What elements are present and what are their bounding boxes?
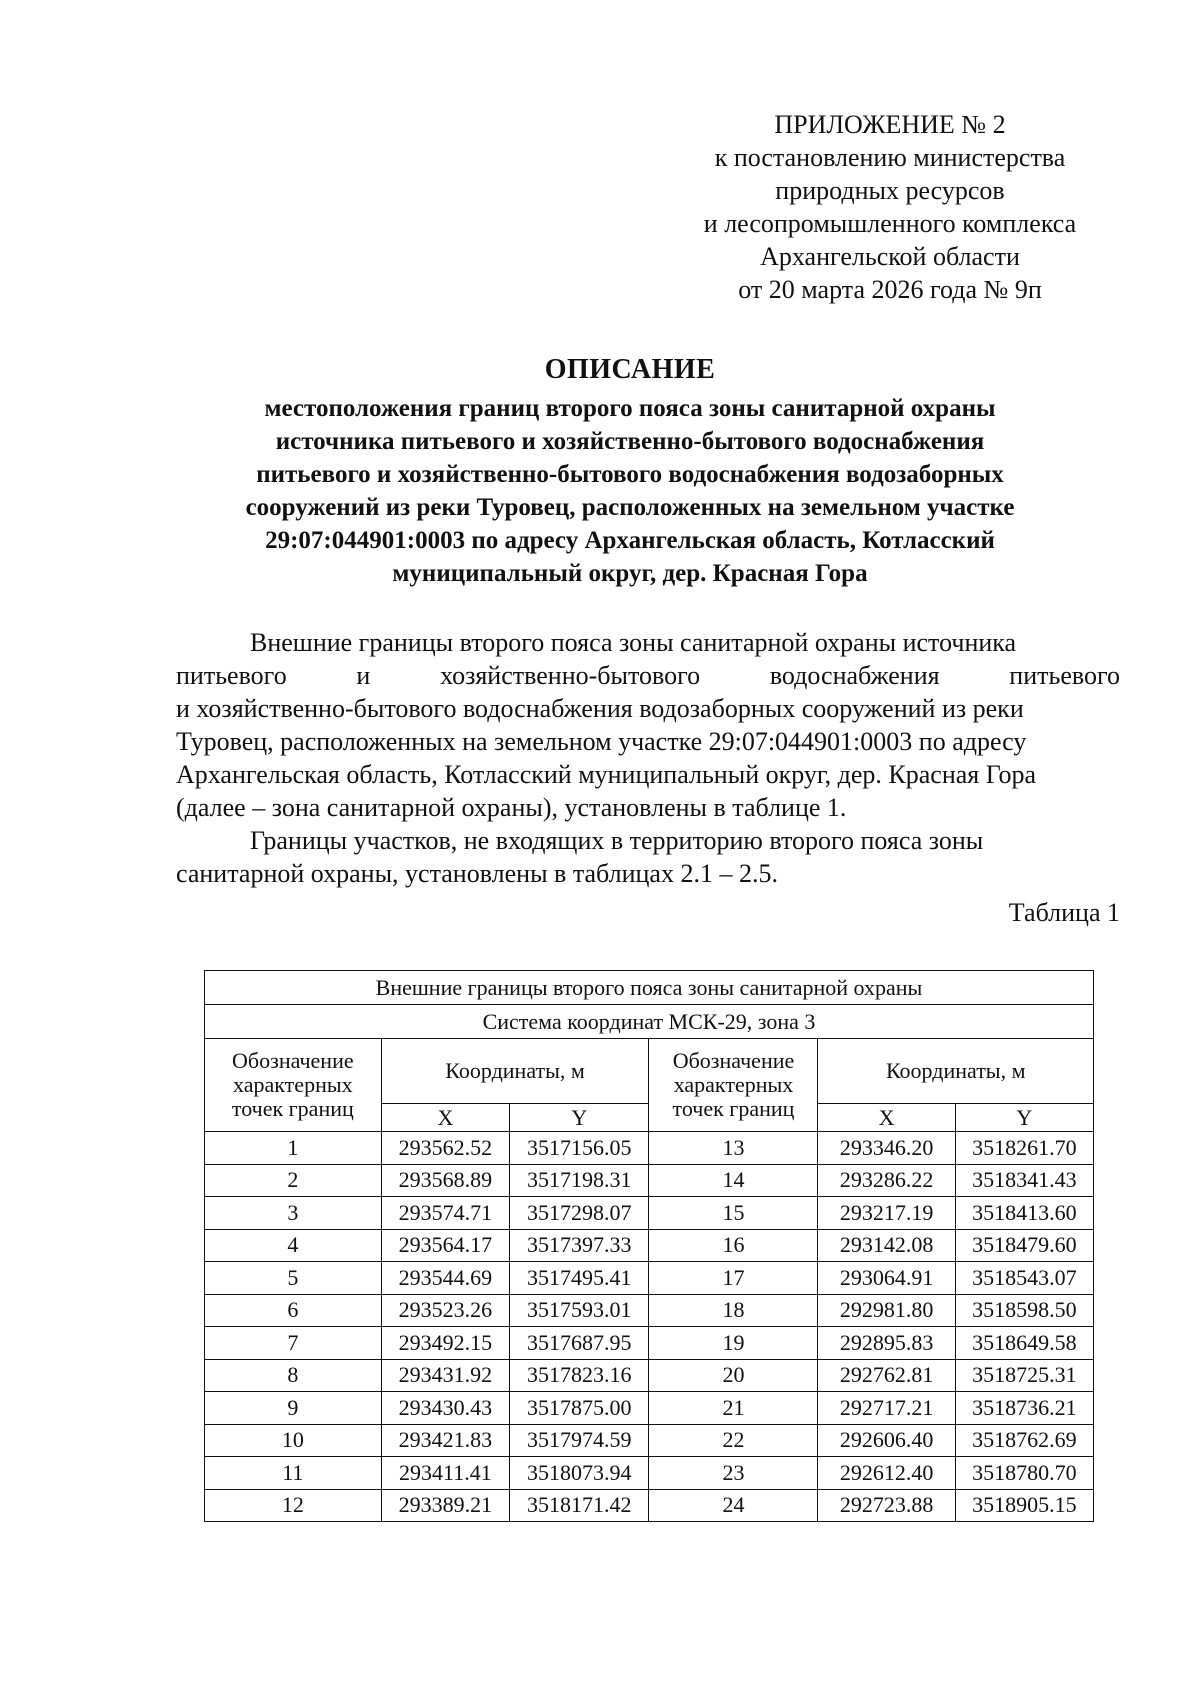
paragraph-line-justified <box>176 659 1120 692</box>
coordinate-y: 3517156.05 <box>510 1132 649 1165</box>
subtitle-line: сооружений из реки Туровец, расположенных на земельном участке <box>245 494 1015 521</box>
document-title <box>160 352 1100 590</box>
paragraph-word: хозяйственно-бытового <box>440 661 701 690</box>
coordinate-y: 3518649.58 <box>955 1327 1093 1360</box>
table-row <box>205 1229 1094 1262</box>
coordinate-x: 293064.91 <box>818 1262 955 1295</box>
subtitle-line: муниципальный округ, дер. Красная Гора <box>392 560 868 587</box>
coordinate-y: 3518725.31 <box>955 1359 1093 1392</box>
coordinate-x: 293142.08 <box>818 1229 955 1262</box>
point-number: 18 <box>649 1294 818 1327</box>
paragraph-line: Границы участков, не входящих в территорию второго пояса зоны <box>250 826 984 855</box>
coordinate-y: 3518543.07 <box>955 1262 1093 1295</box>
point-number: 10 <box>205 1424 382 1457</box>
coordinate-y: 3518736.21 <box>955 1392 1093 1425</box>
coordinate-y: 3518341.43 <box>955 1164 1093 1197</box>
subtitle-line: местоположения границ второго пояса зоны санитарной охраны <box>264 395 996 422</box>
paragraph-line: (далее – зона санитарной охраны), установлены в таблице 1. <box>176 793 847 822</box>
table-row <box>205 1132 1094 1165</box>
point-number: 9 <box>205 1392 382 1425</box>
paragraph-line: Туровец, расположенных на земельном участке 29:07:044901:0003 по адресу <box>176 727 1027 756</box>
coordinates-table <box>204 970 1094 1522</box>
coordinate-x: 293389.21 <box>381 1489 509 1522</box>
paragraph-excluded-areas <box>176 824 1120 890</box>
table-row <box>205 1327 1094 1360</box>
table-row <box>205 1294 1094 1327</box>
coordinate-x: 292981.80 <box>818 1294 955 1327</box>
point-number: 19 <box>649 1327 818 1360</box>
paragraph-word: водоснабжения <box>769 661 940 690</box>
subtitle-line: питьевого и хозяйственно-бытового водоснабжения водозаборных <box>256 461 1004 488</box>
coordinate-x: 292723.88 <box>818 1489 955 1522</box>
coordinate-x: 293574.71 <box>381 1197 509 1230</box>
header-x: X <box>818 1104 955 1132</box>
table-row <box>205 1359 1094 1392</box>
coordinate-y: 3517298.07 <box>510 1197 649 1230</box>
paragraph-line: Архангельская область, Котласский муниципальный округ, дер. Красная Гора <box>176 760 1037 789</box>
appendix-header <box>640 108 1140 306</box>
coordinate-x: 293411.41 <box>381 1457 509 1490</box>
point-number: 13 <box>649 1132 818 1165</box>
coordinate-y: 3518413.60 <box>955 1197 1093 1230</box>
table-row <box>205 1457 1094 1490</box>
coordinate-x: 292612.40 <box>818 1457 955 1490</box>
coordinate-y: 3517198.31 <box>510 1164 649 1197</box>
coordinate-y: 3517593.01 <box>510 1294 649 1327</box>
table-row <box>205 1197 1094 1230</box>
title-subtitle <box>160 392 1100 590</box>
point-number: 17 <box>649 1262 818 1295</box>
table-row <box>205 1164 1094 1197</box>
point-number: 22 <box>649 1424 818 1457</box>
table-row <box>205 1262 1094 1295</box>
subtitle-line: источника питьевого и хозяйственно-бытового водоснабжения <box>275 428 985 455</box>
point-number: 3 <box>205 1197 382 1230</box>
coordinate-x: 293562.52 <box>381 1132 509 1165</box>
header-point-designation: Обозначение характерных точек границ <box>649 1039 818 1132</box>
paragraph-word: питьевого <box>176 661 287 690</box>
coordinate-y: 3518171.42 <box>510 1489 649 1522</box>
coordinate-x: 292762.81 <box>818 1359 955 1392</box>
point-number: 11 <box>205 1457 382 1490</box>
coordinate-x: 293523.26 <box>381 1294 509 1327</box>
point-number: 1 <box>205 1132 382 1165</box>
point-number: 15 <box>649 1197 818 1230</box>
coordinate-y: 3518780.70 <box>955 1457 1093 1490</box>
point-number: 23 <box>649 1457 818 1490</box>
paragraph-line: и хозяйственно-бытового водоснабжения водозаборных сооружений из реки <box>176 694 1024 723</box>
point-number: 21 <box>649 1392 818 1425</box>
coordinate-y: 3517495.41 <box>510 1262 649 1295</box>
coordinate-y: 3517823.16 <box>510 1359 649 1392</box>
coordinate-y: 3517397.33 <box>510 1229 649 1262</box>
point-number: 24 <box>649 1489 818 1522</box>
header-y: Y <box>955 1104 1093 1132</box>
header-coordinates: Координаты, м <box>818 1039 1094 1104</box>
paragraph-word: и <box>356 661 371 690</box>
title-main: ОПИСАНИЕ <box>544 354 716 385</box>
coordinate-x: 293492.15 <box>381 1327 509 1360</box>
header-coordinates: Координаты, м <box>381 1039 649 1104</box>
coordinate-y: 3517974.59 <box>510 1424 649 1457</box>
coordinate-x: 293430.43 <box>381 1392 509 1425</box>
point-number: 6 <box>205 1294 382 1327</box>
table-row <box>205 1424 1094 1457</box>
appendix-line: и лесопромышленного комплекса <box>703 209 1077 238</box>
paragraph-line: Внешние границы второго пояса зоны санитарной охраны источника <box>250 628 1017 657</box>
coordinate-x: 293217.19 <box>818 1197 955 1230</box>
point-number: 20 <box>649 1359 818 1392</box>
table-caption: Внешние границы второго пояса зоны санитарной охраны <box>205 971 1094 1005</box>
table-row <box>205 1489 1094 1522</box>
coordinate-x: 293568.89 <box>381 1164 509 1197</box>
point-number: 14 <box>649 1164 818 1197</box>
appendix-number: ПРИЛОЖЕНИЕ № 2 <box>774 110 1006 139</box>
point-number: 12 <box>205 1489 382 1522</box>
appendix-line: Архангельской области <box>760 242 1020 271</box>
coordinate-y: 3518762.69 <box>955 1424 1093 1457</box>
coordinate-x: 293421.83 <box>381 1424 509 1457</box>
coordinate-x: 293544.69 <box>381 1262 509 1295</box>
coordinate-y: 3517687.95 <box>510 1327 649 1360</box>
coordinate-y: 3518073.94 <box>510 1457 649 1490</box>
coordinate-y: 3518598.50 <box>955 1294 1093 1327</box>
appendix-date: от 20 марта 2026 года № 9п <box>738 275 1042 304</box>
coordinate-x: 292606.40 <box>818 1424 955 1457</box>
point-number: 4 <box>205 1229 382 1262</box>
coordinate-x: 292717.21 <box>818 1392 955 1425</box>
table-row <box>205 1392 1094 1425</box>
point-number: 2 <box>205 1164 382 1197</box>
paragraph-line: санитарной охраны, установлены в таблицах 2.1 – 2.5. <box>176 859 778 888</box>
point-number: 7 <box>205 1327 382 1360</box>
coordinate-x: 292895.83 <box>818 1327 955 1360</box>
coordinate-x: 293431.92 <box>381 1359 509 1392</box>
table-label: Таблица 1 <box>1008 898 1120 927</box>
header-x: X <box>381 1104 509 1132</box>
coordinate-y: 3518479.60 <box>955 1229 1093 1262</box>
coordinate-x: 293286.22 <box>818 1164 955 1197</box>
point-number: 16 <box>649 1229 818 1262</box>
coordinate-x: 293346.20 <box>818 1132 955 1165</box>
appendix-line: природных ресурсов <box>775 176 1005 205</box>
subtitle-line: 29:07:044901:0003 по адресу Архангельская область, Котласский <box>265 527 995 554</box>
table-coordinate-system: Система координат МСК-29, зона 3 <box>205 1005 1094 1039</box>
header-point-designation: Обозначение характерных точек границ <box>205 1039 382 1132</box>
header-y: Y <box>510 1104 649 1132</box>
point-number: 8 <box>205 1359 382 1392</box>
appendix-line: к постановлению министерства <box>714 143 1066 172</box>
coordinate-x: 293564.17 <box>381 1229 509 1262</box>
coordinate-y: 3518261.70 <box>955 1132 1093 1165</box>
coordinate-y: 3518905.15 <box>955 1489 1093 1522</box>
point-number: 5 <box>205 1262 382 1295</box>
paragraph-outer-boundaries <box>176 626 1120 824</box>
paragraph-word: питьевого <box>1009 661 1120 690</box>
coordinate-y: 3517875.00 <box>510 1392 649 1425</box>
